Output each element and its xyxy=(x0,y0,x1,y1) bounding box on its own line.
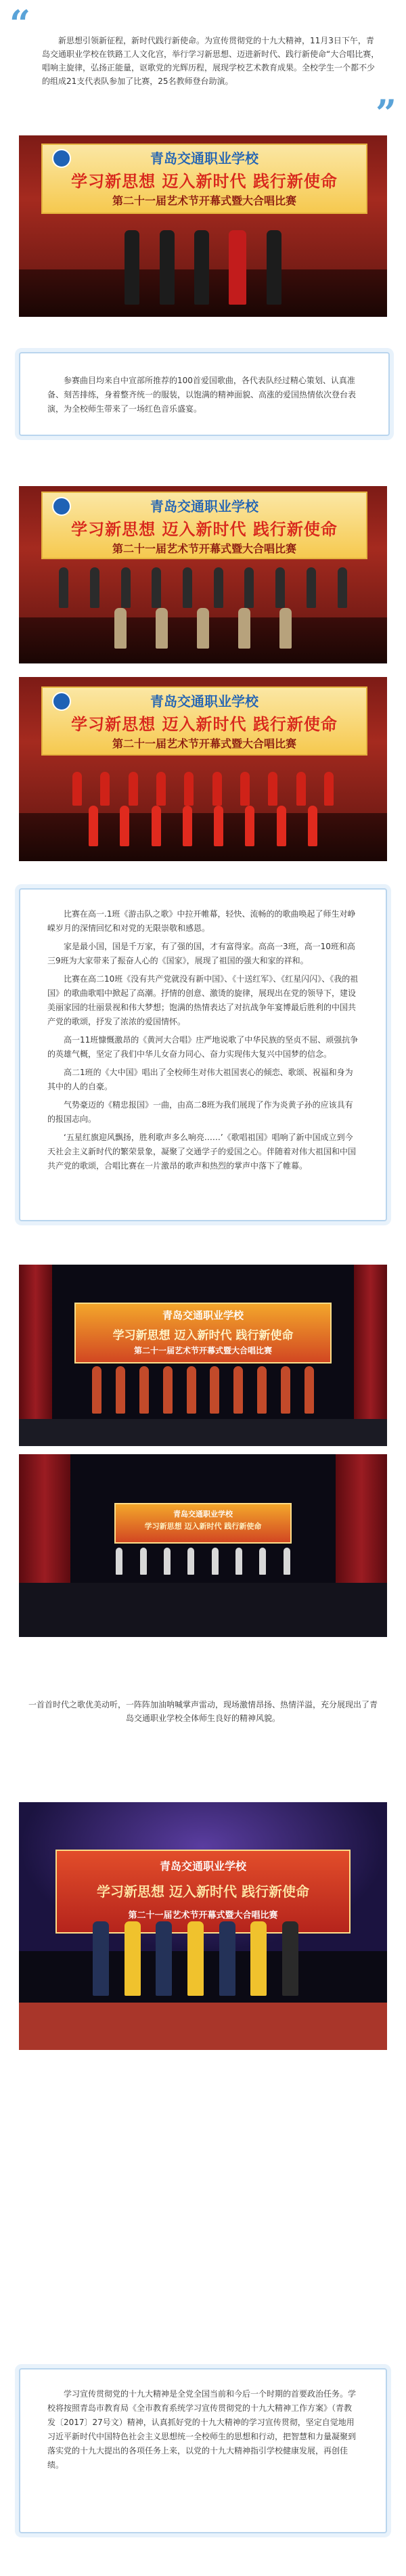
screen-school: 青岛交通职业学校 xyxy=(159,1860,246,1873)
banner-subtitle: 第二十一届艺术节开幕式暨大合唱比赛 xyxy=(112,194,296,207)
screen-subtitle: 第二十一届艺术节开幕式暨大合唱比赛 xyxy=(128,1911,278,1921)
banner-slogan: 学习新思想 迈入新时代 践行新使命 xyxy=(71,714,338,734)
screen-slogan: 学习新思想 迈入新时代 践行新使命 xyxy=(112,1329,294,1342)
banner-slogan: 学习新思想 迈入新时代 践行新使命 xyxy=(71,519,338,539)
screen-subtitle: 第二十一届艺术节开幕式暨大合唱比赛 xyxy=(133,1346,272,1355)
close-quote-icon: ” xyxy=(375,91,397,135)
screen-school: 青岛交通职业学校 xyxy=(162,1309,244,1322)
card2-paragraph: 高一11班慷慨激昂的《黄河大合唱》庄严地说歌了中华民族的坚贞不屈、顽强抗争的英雄气概，坚定了我们中华儿女奋力同心、奋力实现伟大复兴中国梦的信念。 xyxy=(47,1035,359,1059)
info-card-1 xyxy=(19,352,390,436)
screen-school: 青岛交通职业学校 xyxy=(173,1510,233,1519)
banner-slogan: 学习新思想 迈入新时代 践行新使命 xyxy=(71,171,338,191)
card2-paragraph: 高二1班的《大中国》唱出了全校师生对伟大祖国衷心的倾恋、歌颂、祝福和身为其中的人的自豪。 xyxy=(47,1068,353,1091)
banner-school: 青岛交通职业学校 xyxy=(150,693,258,710)
photo-hall-far xyxy=(19,1454,387,1637)
banner-school: 青岛交通职业学校 xyxy=(150,498,258,515)
photo-hosts xyxy=(19,135,387,317)
card2-paragraph: 比赛在高二10班《没有共产党就没有新中国》、《十送红军》、《红星闪闪》、《我的祖国》的歌曲歌唱中掀起了高潮。抒情的创意、激烫的旋律，展现出在党的领导下，建设美丽家园的壮丽景视和伟大梦想；饱满的热情表达了对抗战争年宴博最后胜利的中国共产党的歌颂，抒发了浓浓的爱国情怀。 xyxy=(47,974,359,1026)
photo-choir-dancers xyxy=(19,486,387,663)
card2-paragraph: 比赛在高一.1班《游击队之歌》中拉开帷幕，轻快、流畅的的歌曲唤起了师生对峥嵘岁月的深情回忆和对党的无限崇敬和感恩。 xyxy=(47,909,356,933)
screen-slogan: 学习新思想 迈入新时代 践行新使命 xyxy=(144,1522,262,1531)
intro-text: 新思想引领新征程，新时代践行新使命。为宣传贯彻党的十九大精神，11月3日下午，青岛交通职业学校在铁路工人文化宫，举行学习新思想、迈进新时代、践行新使命“大合唱比赛，唱响主旋律，弘扬正能量，讴歌党的光辉历程，展现学校艺术教育成果。全校学生一个都不少的组成21支代表队参加了比赛，25名教师登台助演。 xyxy=(42,36,380,86)
card2-paragraph: 气势豪迈的《精忠报国》一曲，由高二8班为我们展现了作为炎黄子孙的应该具有的报国志向。 xyxy=(47,1100,353,1124)
open-quote-icon: “ xyxy=(9,2,31,45)
info-card-3 xyxy=(19,2368,387,2533)
screen-slogan: 学习新思想 迈入新时代 践行新使命 xyxy=(97,1883,309,1900)
card3-text: 学习宣传贯彻党的十九大精神是全党全国当前和今后一个时期的首要政治任务。学校将按照青岛市教育局《全市教育系统学习宣传贯彻党的十九大精神工作方案》（青教发〔2017〕27号文）精神，认真抓好党的十九大精神的学习宣传贯彻，坚定自觉地用习近平新时代中国特色社会主义思想统一全校师生的思想和行动，把智慧和力量凝聚到落实党的十九大提出的各项任务上来，以党的十九大精神指引学校健康发展，再创佳绩。 xyxy=(47,2389,357,2470)
banner-subtitle: 第二十一届艺术节开幕式暨大合唱比赛 xyxy=(112,737,296,750)
photo-awards xyxy=(19,1802,387,2050)
card1-text: 参赛曲目均来自中宣部所推荐的100首爱国歌曲，各代表队经过精心策划、认真准备、刻苦排练，身着整齐统一的服装，以饱满的精神面貌、高涨的爱国热情依次登台表演，为全校师生带来了一场红色音乐盛宴。 xyxy=(47,376,357,414)
banner-subtitle: 第二十一届艺术节开幕式暨大合唱比赛 xyxy=(112,542,296,555)
card2-paragraph: ‘五星红旗迎风飘扬，胜利歌声多么响亮……’《歌唱祖国》唱响了新中国成立到今天社会主义新时代的繁荣景象，凝聚了交通学子的爱国之心。伴随着对伟大祖国和中国共产党的歌颂，合唱比赛在一片激昂的歌声和热烈的掌声中落下了帷幕。 xyxy=(47,1133,357,1171)
info-card-2 xyxy=(19,888,387,1221)
banner-school: 青岛交通职业学校 xyxy=(150,150,258,167)
card2-paragraph: 家是最小国，国是千万家，有了强的国，才有富得家。高高一3班，高一10班和高三9班为大家带来了振奋人心的《国家》，展现了祖国的强大和家的祥和。 xyxy=(47,942,355,965)
closing-text-1: 一首首时代之歌优美动听，一阵阵加油呐喊掌声雷动，现场激情昂扬、热情洋溢，充分展现出了青岛交通职业学校全体师生良好的精神风貌。 xyxy=(28,1700,378,1723)
photo-choir-red xyxy=(19,677,387,861)
photo-hall-wide xyxy=(19,1265,387,1446)
